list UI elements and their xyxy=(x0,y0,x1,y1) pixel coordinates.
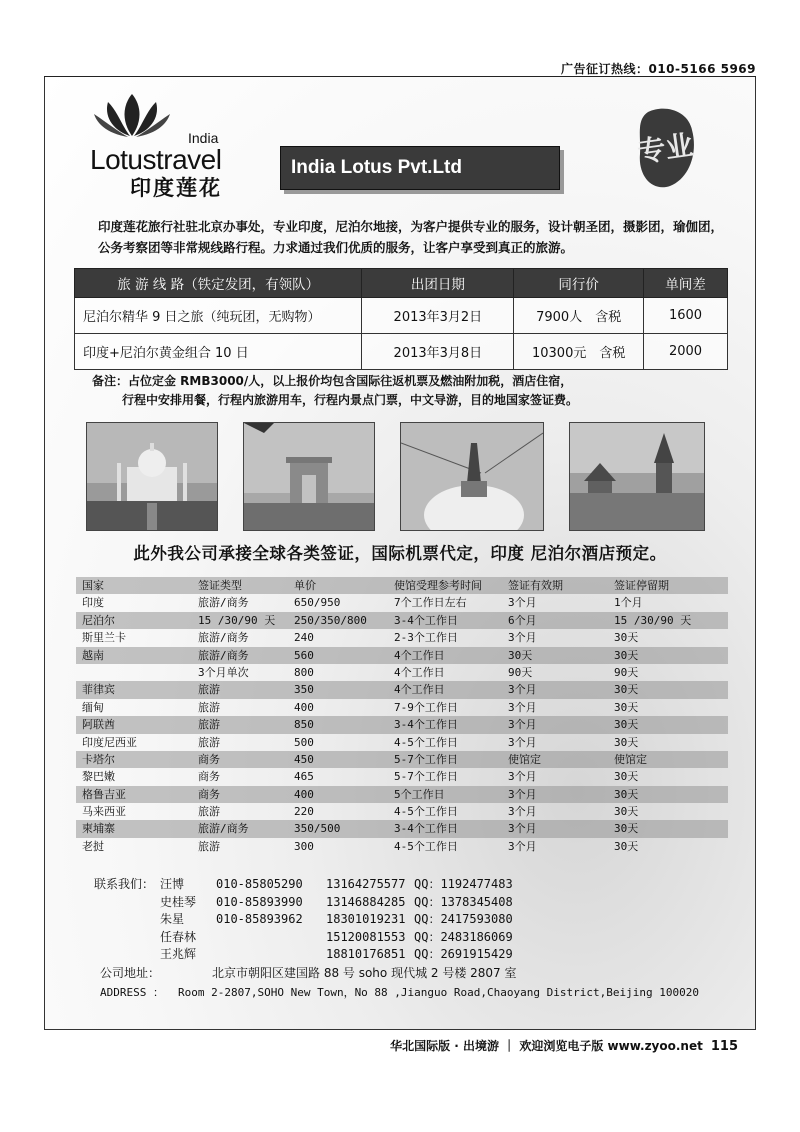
visa-price: 500 xyxy=(294,735,314,749)
visa-validity: 3个月 xyxy=(508,631,537,645)
visa-stay: 30天 xyxy=(614,648,639,662)
visa-country: 菲律宾 xyxy=(82,683,115,697)
visa-processing: 4-5个工作日 xyxy=(394,805,458,819)
visa-country: 尼泊尔 xyxy=(82,613,115,627)
visa-type: 旅游 xyxy=(198,735,220,749)
contact-row xyxy=(94,876,654,894)
visa-price: 450 xyxy=(294,752,314,766)
visa-country: 马来西亚 xyxy=(82,805,126,819)
visa-type: 商务 xyxy=(198,787,220,801)
address-block xyxy=(100,964,740,1002)
visa-processing: 7-9个工作日 xyxy=(394,700,458,714)
address-cn: 北京市朝阳区建国路 88 号 soho 现代城 2 号楼 2807 室 xyxy=(212,966,517,980)
visa-type: 商务 xyxy=(198,752,220,766)
contact-qq: QQ：1192477483 xyxy=(414,877,513,891)
contact-label: 联系我们： xyxy=(94,877,155,891)
visa-header-price: 单价 xyxy=(294,579,316,592)
visa-row xyxy=(76,751,728,768)
contact-mobile: 13146884285 xyxy=(326,894,406,909)
contact-name: 王兆辉 xyxy=(160,947,197,961)
visa-header-processing: 使馆受理参考时间 xyxy=(394,579,482,592)
visa-price: 850 xyxy=(294,718,314,732)
visa-type: 旅游 xyxy=(198,805,220,819)
visa-validity: 90天 xyxy=(508,665,533,679)
contact-mobile: 18810176851 xyxy=(326,947,406,961)
visa-validity: 3个月 xyxy=(508,700,537,714)
company-name-banner: India Lotus Pvt.Ltd xyxy=(280,146,560,190)
visa-type: 旅游 xyxy=(198,700,220,714)
visa-price: 350 xyxy=(294,683,314,697)
visa-stay: 15 /30/90 天 xyxy=(614,613,692,627)
note-line-2: 行程中安排用餐，行程内旅游用车，行程内景点门票，中文导游，目的地国家签证费。 xyxy=(122,393,579,407)
visa-type: 旅游/商务 xyxy=(198,648,249,662)
visa-country: 格鲁吉亚 xyxy=(82,787,126,801)
visa-price: 560 xyxy=(294,648,314,662)
visa-type: 旅游/商务 xyxy=(198,596,249,610)
visa-processing: 4个工作日 xyxy=(394,665,445,679)
visa-type: 旅游 xyxy=(198,718,220,732)
visa-type: 15 /30/90 天 xyxy=(198,613,276,627)
visa-country: 印度 xyxy=(82,596,104,610)
visa-stay: 30天 xyxy=(614,787,639,801)
address-en: Room 2-2807,SOHO New Town，No 88 ,Jianguo Road,Chaoyang District,Beijing 100020 xyxy=(178,986,699,999)
visa-type: 商务 xyxy=(198,770,220,784)
ad-hotline: 广告征订热线：010-5166 5969 xyxy=(560,62,756,76)
visa-row xyxy=(76,664,728,681)
visa-price: 220 xyxy=(294,805,314,819)
visa-row xyxy=(76,786,728,803)
footer-text: 华北国际版 · 出境游 ｜ 欢迎浏览电子版 www.zyoo.net xyxy=(390,1039,703,1053)
visa-row xyxy=(76,647,728,664)
lotus-icon xyxy=(92,92,172,138)
visa-table xyxy=(76,577,728,855)
visa-country: 缅甸 xyxy=(82,700,104,714)
visa-processing: 3-4个工作日 xyxy=(394,718,458,732)
logo-brand-text: Lotustravel xyxy=(90,144,222,175)
logo-india-text: India xyxy=(188,130,219,146)
visa-processing: 4个工作日 xyxy=(394,683,445,697)
visa-country: 斯里兰卡 xyxy=(82,631,126,645)
visa-validity: 3个月 xyxy=(508,805,537,819)
visa-type: 旅游/商务 xyxy=(198,631,249,645)
logo-chinese-text: 印度莲花 xyxy=(130,176,222,200)
visa-processing: 4-5个工作日 xyxy=(394,735,458,749)
visa-processing: 3-4个工作日 xyxy=(394,613,458,627)
visa-validity: 3个月 xyxy=(508,735,537,749)
contact-name: 史桂琴 xyxy=(160,894,197,909)
visa-header-validity: 签证有效期 xyxy=(508,579,563,592)
tour-header-date: 出团日期 xyxy=(362,269,514,298)
visa-price: 250/350/800 xyxy=(294,613,367,627)
visa-row xyxy=(76,820,728,837)
visa-header-stay: 签证停留期 xyxy=(614,579,669,592)
company-logo xyxy=(90,92,240,202)
visa-header-row xyxy=(76,577,728,594)
visa-price: 240 xyxy=(294,631,314,645)
visa-country: 印度尼西亚 xyxy=(82,735,137,749)
contact-row xyxy=(94,894,654,912)
visa-stay: 30天 xyxy=(614,700,639,714)
contact-qq: QQ：1378345408 xyxy=(414,894,513,909)
tour-date: 2013年3月8日 xyxy=(362,334,514,370)
visa-validity: 3个月 xyxy=(508,596,537,610)
visa-row xyxy=(76,629,728,646)
visa-stay: 30天 xyxy=(614,822,639,836)
visa-header-type: 签证类型 xyxy=(198,579,242,592)
contact-mobile: 18301019231 xyxy=(326,912,406,926)
visa-validity: 3个月 xyxy=(508,683,537,697)
india-gate-photo xyxy=(243,422,375,531)
visa-price: 650/950 xyxy=(294,596,341,610)
contact-phone: 010-85893990 xyxy=(216,894,303,909)
visa-row xyxy=(76,734,728,751)
contact-qq: QQ：2691915429 xyxy=(414,947,513,961)
services-headline: 此外我公司承接全球各类签证，国际机票代定，印度 尼泊尔酒店预定。 xyxy=(133,544,667,563)
visa-validity: 使馆定 xyxy=(508,752,541,766)
professional-seal xyxy=(634,106,698,190)
page-footer xyxy=(390,1037,738,1054)
tour-row xyxy=(75,298,728,334)
visa-row xyxy=(76,716,728,733)
tour-price: 7900人 含税 xyxy=(514,298,644,334)
contact-qq: QQ：2417593080 xyxy=(414,912,513,926)
visa-type: 3个月单次 xyxy=(198,665,249,679)
visa-processing: 4个工作日 xyxy=(394,648,445,662)
visa-validity: 3个月 xyxy=(508,822,537,836)
contact-mobile: 15120081553 xyxy=(326,929,406,944)
visa-row xyxy=(76,768,728,785)
contact-phone: 010-85805290 xyxy=(216,877,303,891)
visa-row xyxy=(76,699,728,716)
contact-row xyxy=(94,929,654,947)
visa-validity: 6个月 xyxy=(508,613,537,627)
visa-row xyxy=(76,681,728,698)
visa-processing: 3-4个工作日 xyxy=(394,822,458,836)
boudhanath-stupa-photo xyxy=(400,422,544,531)
visa-stay: 30天 xyxy=(614,718,639,732)
visa-type: 旅游 xyxy=(198,839,220,853)
visa-stay: 30天 xyxy=(614,631,639,645)
tour-header-route: 旅 游 线 路（铁定发团，有领队） xyxy=(75,269,362,298)
contact-row xyxy=(94,911,654,929)
visa-row xyxy=(76,803,728,820)
visa-stay: 30天 xyxy=(614,683,639,697)
visa-validity: 30天 xyxy=(508,648,533,662)
visa-stay: 使馆定 xyxy=(614,752,647,766)
visa-price: 400 xyxy=(294,700,314,714)
visa-price: 400 xyxy=(294,787,314,801)
visa-type: 旅游 xyxy=(198,683,220,697)
contact-row xyxy=(94,946,654,964)
contact-name: 汪博 xyxy=(160,877,185,891)
tour-single: 1600 xyxy=(644,298,728,334)
visa-processing: 5个工作日 xyxy=(394,787,445,801)
visa-country: 阿联酋 xyxy=(82,718,115,732)
page-number: 115 xyxy=(710,1039,738,1054)
tour-header-single: 单间差 xyxy=(644,269,728,298)
tour-price: 10300元 含税 xyxy=(514,334,644,370)
visa-price: 350/500 xyxy=(294,822,341,836)
tour-date: 2013年3月2日 xyxy=(362,298,514,334)
visa-stay: 30天 xyxy=(614,770,639,784)
visa-country: 越南 xyxy=(82,648,104,662)
address-cn-row xyxy=(100,964,740,983)
visa-stay: 30天 xyxy=(614,805,639,819)
contact-name: 任春林 xyxy=(160,929,197,944)
visa-processing: 4-5个工作日 xyxy=(394,839,458,853)
visa-row xyxy=(76,838,728,855)
visa-type: 旅游/商务 xyxy=(198,822,249,836)
visa-validity: 3个月 xyxy=(508,718,537,732)
visa-price: 800 xyxy=(294,665,314,679)
visa-price: 465 xyxy=(294,770,314,784)
visa-country: 柬埔寨 xyxy=(82,822,115,836)
tour-route: 尼泊尔精华 9 日之旅（纯玩团，无购物） xyxy=(75,298,362,334)
tour-row xyxy=(75,334,728,370)
visa-row xyxy=(76,612,728,629)
taj-mahal-photo xyxy=(86,422,218,531)
contact-phone: 010-85893962 xyxy=(216,912,303,926)
nepal-temple-photo xyxy=(569,422,705,531)
visa-processing: 5-7个工作日 xyxy=(394,752,458,766)
visa-processing: 7个工作日左右 xyxy=(394,596,467,610)
visa-country: 老挝 xyxy=(82,839,104,853)
visa-stay: 1个月 xyxy=(614,596,643,610)
seal-text: 专业 xyxy=(635,128,696,169)
visa-validity: 3个月 xyxy=(508,787,537,801)
address-cn-label: 公司地址： xyxy=(100,966,161,980)
visa-stay: 90天 xyxy=(614,665,639,679)
address-en-row xyxy=(100,983,740,1002)
note-line-1: 备注：占位定金 RMB3000/人，以上报价均包含国际往返机票及燃油附加税，酒店住宿， xyxy=(92,374,573,388)
visa-country: 卡塔尔 xyxy=(82,752,115,766)
intro-paragraph: 印度莲花旅行社驻北京办事处，专业印度，尼泊尔地接，为客户提供专业的服务，设计朝圣团，摄影团，瑜伽团，公务考察团等非常规线路行程。力求通过我们优质的服务，让客户享受到真正的旅游。 xyxy=(98,219,724,255)
visa-stay: 30天 xyxy=(614,839,639,853)
contact-mobile: 13164275577 xyxy=(326,877,406,891)
contact-name: 朱星 xyxy=(160,912,185,926)
price-note xyxy=(92,372,732,410)
visa-stay: 30天 xyxy=(614,735,639,749)
visa-validity: 3个月 xyxy=(508,839,537,853)
tour-table-header xyxy=(75,269,728,298)
visa-header-country: 国家 xyxy=(82,579,104,592)
address-en-label: ADDRESS ： xyxy=(100,986,164,999)
tour-header-price: 同行价 xyxy=(514,269,644,298)
visa-processing: 2-3个工作日 xyxy=(394,631,458,645)
contact-qq: QQ：2483186069 xyxy=(414,929,513,944)
tour-route: 印度+尼泊尔黄金组合 10 日 xyxy=(75,334,362,370)
visa-processing: 5-7个工作日 xyxy=(394,770,458,784)
contact-list xyxy=(94,876,654,964)
visa-row xyxy=(76,594,728,611)
tour-table xyxy=(74,268,728,370)
visa-validity: 3个月 xyxy=(508,770,537,784)
visa-country: 黎巴嫩 xyxy=(82,770,115,784)
visa-price: 300 xyxy=(294,839,314,853)
tour-single: 2000 xyxy=(644,334,728,370)
